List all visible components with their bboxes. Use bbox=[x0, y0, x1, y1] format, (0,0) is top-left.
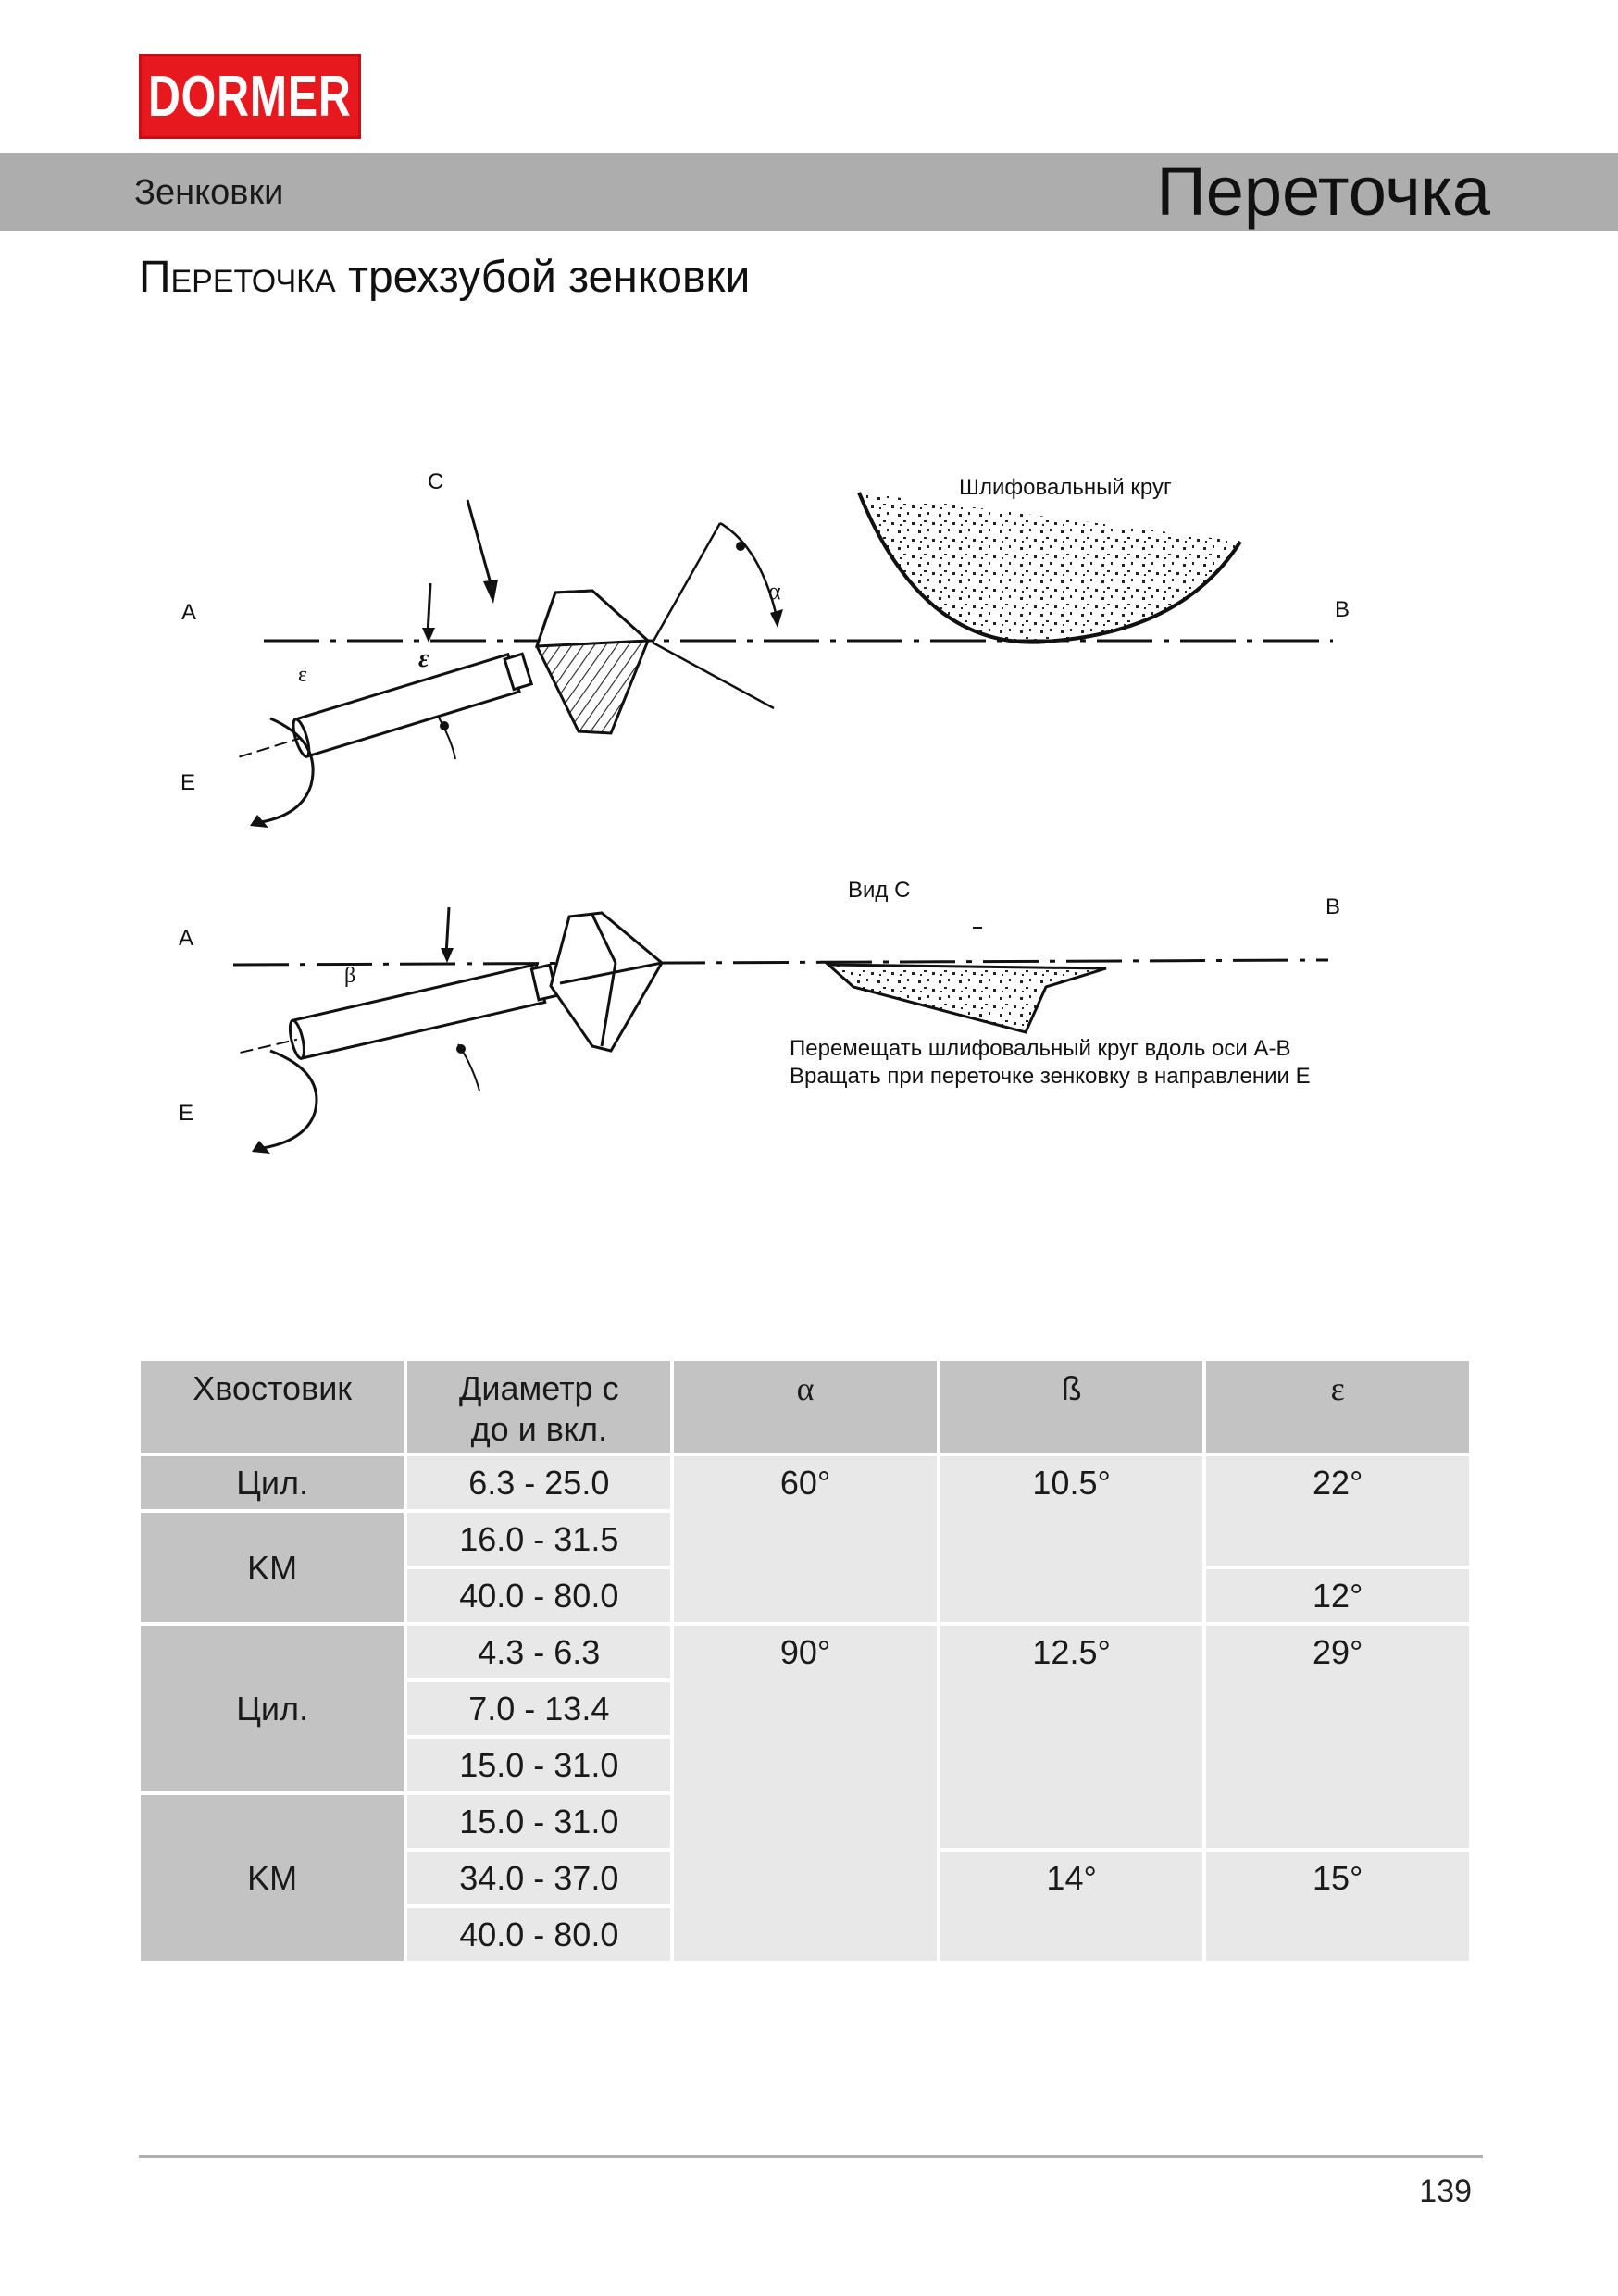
shank-cell: KM bbox=[141, 1795, 404, 1961]
diameter-cell: 15.0 - 31.0 bbox=[407, 1739, 670, 1791]
shank-cell: Цил. bbox=[141, 1456, 404, 1509]
table-row bbox=[141, 1626, 1469, 1678]
label-e-bottom: E bbox=[179, 1101, 194, 1126]
note-line-1: Перемещать шлифовальный круг вдоль оси A-B bbox=[790, 1036, 1291, 1061]
beta-cell: 14° bbox=[940, 1852, 1203, 1961]
diameter-cell: 7.0 - 13.4 bbox=[407, 1682, 670, 1735]
dormer-logo bbox=[139, 54, 361, 139]
diameter-cell: 6.3 - 25.0 bbox=[407, 1456, 670, 1509]
label-c: C bbox=[428, 469, 444, 494]
diameter-cell: 34.0 - 37.0 bbox=[407, 1852, 670, 1904]
diameter-cell: 40.0 - 80.0 bbox=[407, 1908, 670, 1961]
table-header-row bbox=[141, 1361, 1469, 1453]
label-a-bottom: A bbox=[179, 926, 194, 951]
header-alpha: α bbox=[674, 1361, 936, 1453]
label-e-top: E bbox=[180, 770, 196, 795]
label-b-bottom: B bbox=[1326, 894, 1341, 919]
view-c-label: Вид C bbox=[848, 878, 911, 903]
wheel-section bbox=[828, 965, 1106, 1032]
shank-top bbox=[233, 650, 532, 775]
diameter-cell: 40.0 - 80.0 bbox=[407, 1569, 670, 1622]
alpha-cell: 90° bbox=[674, 1626, 936, 1961]
diameter-cell: 15.0 - 31.0 bbox=[407, 1795, 670, 1848]
header-epsilon: ε bbox=[1206, 1361, 1469, 1453]
header-diameter-line1: Диаметр с bbox=[458, 1369, 619, 1407]
shank-cell: KM bbox=[141, 1513, 404, 1622]
header-beta: ß bbox=[940, 1361, 1203, 1453]
header-diameter bbox=[407, 1361, 670, 1453]
page-title-caps: Переточка bbox=[139, 253, 336, 302]
top-view bbox=[180, 469, 1350, 828]
section-name: Зенковки bbox=[134, 173, 284, 212]
page-title bbox=[139, 252, 750, 303]
alpha-cell: 60° bbox=[674, 1456, 936, 1622]
header-title: Переточка bbox=[1156, 153, 1490, 230]
logo-text: DORMER bbox=[148, 64, 352, 129]
header-diameter-line2: до и вкл. bbox=[470, 1410, 607, 1448]
bottom-view bbox=[179, 878, 1340, 1154]
label-alpha: α bbox=[768, 578, 781, 605]
epsilon-cell: 22° bbox=[1206, 1456, 1469, 1566]
page-number: 139 bbox=[1419, 2174, 1472, 2209]
regrinding-angles-table bbox=[137, 1357, 1473, 1965]
beta-cell: 10.5° bbox=[940, 1456, 1203, 1622]
page-title-rest: трехзубой зенковки bbox=[335, 253, 751, 302]
grinding-wheel bbox=[859, 493, 1240, 643]
label-b-top: B bbox=[1335, 597, 1350, 622]
note-line-2: Вращать при переточке зенковку в направлении E bbox=[790, 1064, 1311, 1089]
shank-cell: Цил. bbox=[141, 1626, 404, 1791]
regrinding-diagram bbox=[0, 444, 1618, 1167]
footer-rule bbox=[139, 2155, 1483, 2158]
label-beta: β bbox=[344, 964, 356, 988]
wheel-label: Шлифовальный круг bbox=[959, 475, 1172, 500]
shank-bottom bbox=[236, 961, 558, 1071]
diameter-cell: 4.3 - 6.3 bbox=[407, 1626, 670, 1678]
beta-cell: 12.5° bbox=[940, 1626, 1203, 1848]
label-epsilon-bold: ε bbox=[418, 644, 429, 673]
label-epsilon-small: ε bbox=[298, 663, 308, 687]
axis-ab-bottom bbox=[233, 960, 1328, 965]
epsilon-cell: 15° bbox=[1206, 1852, 1469, 1961]
header-band bbox=[0, 153, 1618, 231]
epsilon-cell: 29° bbox=[1206, 1626, 1469, 1848]
header-shank: Хвостовик bbox=[141, 1361, 404, 1453]
diameter-cell: 16.0 - 31.5 bbox=[407, 1513, 670, 1566]
label-a-top: A bbox=[181, 600, 197, 625]
epsilon-cell: 12° bbox=[1206, 1569, 1469, 1622]
table-row bbox=[141, 1456, 1469, 1509]
